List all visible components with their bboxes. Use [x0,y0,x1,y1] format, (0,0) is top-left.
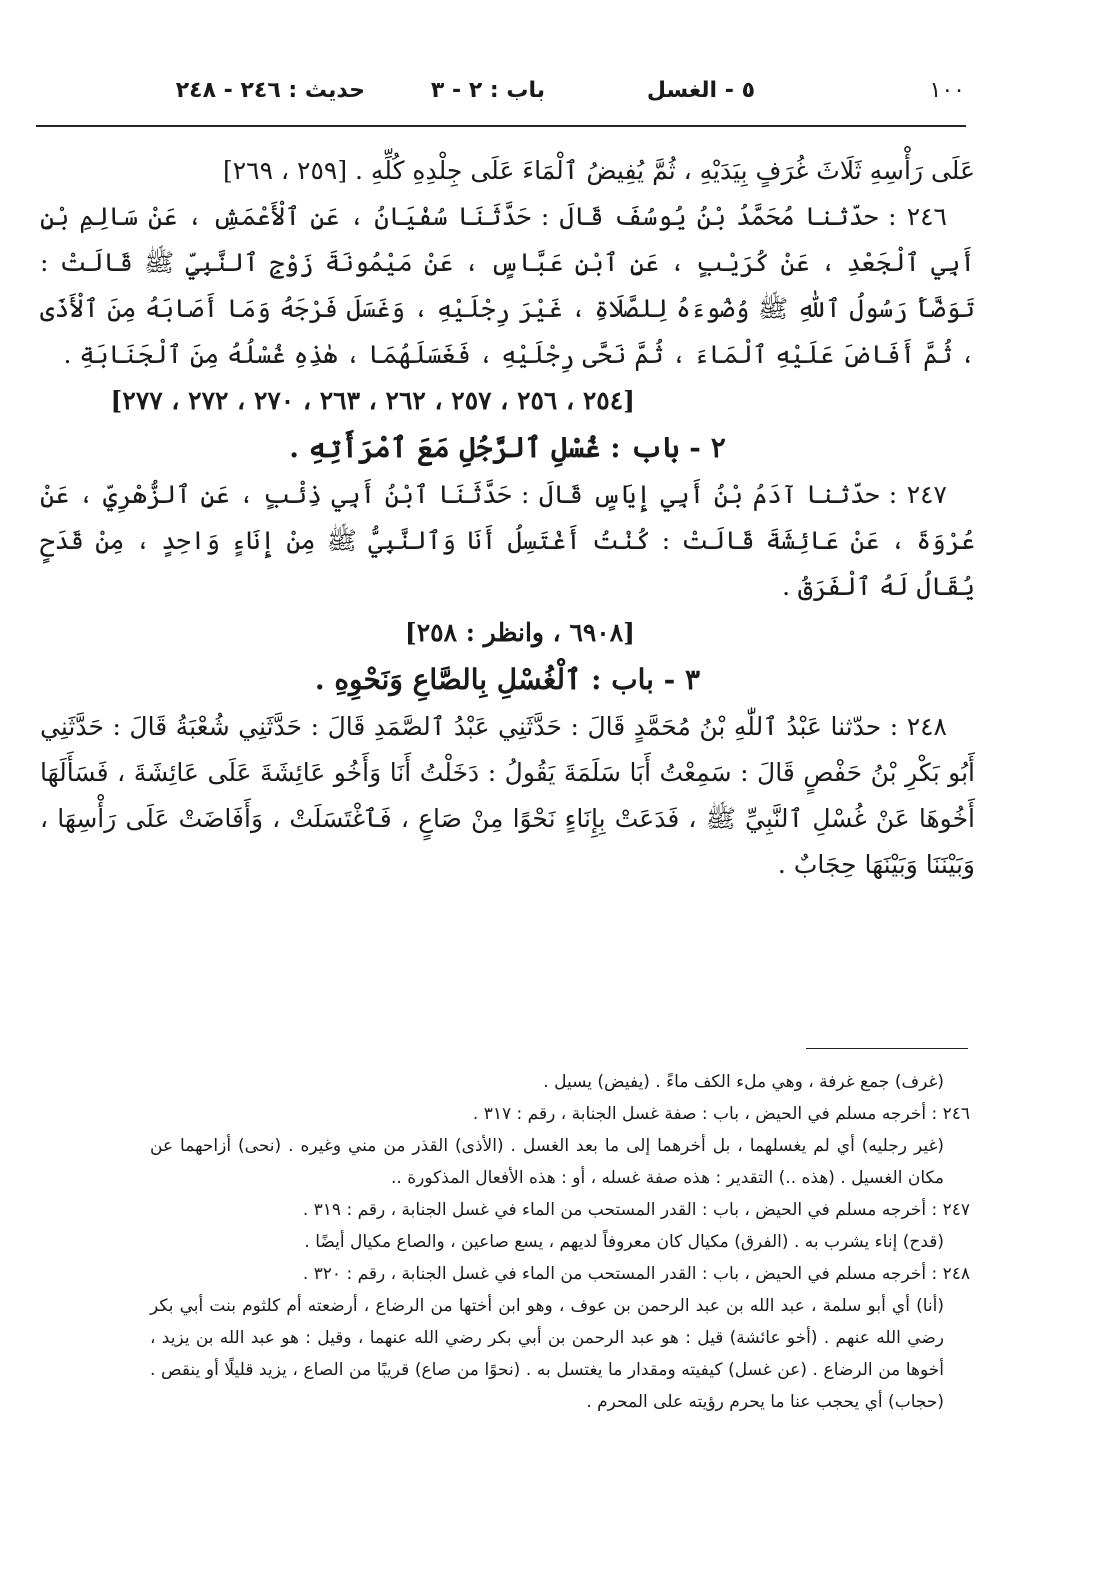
chapter-title: ٥ - الغسل [646,78,755,103]
footnote-246-note: (غير رجليه) أي لم يغسلهما ، بل أخرهما إلى ما بعد الغسل . (الأذى) القذر من مني وغيره . (نحى) أزاحهما عن مكان الغسيل . (هذه ..) التقدير : هذه صفة غسله ، أو : هذه الأفعال المذكورة .. [150,1136,944,1188]
footnote-247-note: (قدح) إناء يشرب به . (الفرق) مكيال كان معروفاً لديهم ، يسع صاعين ، والصاع مكيال أيضًا . [304,1232,944,1252]
cross-reference-246: [٢٥٤ ، ٢٥٦ ، ٢٥٧ ، ٢٦٢ ، ٢٦٣ ، ٢٧٠ ، ٢٧٢ ، ٢٧٧] [110,386,635,415]
continuation-paragraph: عَلَى رَأْسِهِ ثَلَاثَ غُرَفٍ بِيَدَيْهِ ، ثُمَّ يُفِيضُ ٱلْمَاءَ عَلَى جِلْدِهِ كُلِّهِ . [٢٥٩ ، ٢٦٩] [222,156,975,185]
cross-reference-247: [٦٩٠٨ ، وانظر : ٢٥٨] [404,618,635,647]
footnote-rule [806,1048,968,1049]
page-number: ١٠٠ [929,78,965,103]
footnote-248: ٢٤٨ : أخرجه مسلم في الحيض ، باب : القدر المستحب من الماء في غسل الجنابة ، رقم : ٣٢٠ . [302,1264,970,1284]
hadith-range: حديث : ٢٤٦ - ٢٤٨ [175,78,365,103]
footnote-247: ٢٤٧ : أخرجه مسلم في الحيض ، باب : القدر المستحب من الماء في غسل الجنابة ، رقم : ٣١٩ . [302,1200,970,1220]
footnote-246: ٢٤٦ : أخرجه مسلم في الحيض ، باب : صفة غسل الجنابة ، رقم : ٣١٧ . [472,1104,970,1124]
hadith-248: ٢٤٨ : حدّثنا عَبْدُ ٱللّٰهِ بْنُ مُحَمَّدٍ قَالَ : حَدَّثَنِي عَبْدُ ٱلصَّمَدِ قَالَ : حَدَّثَنِي شُعْبَةُ قَالَ : حَدَّثَنِي أَبُو بَكْرِ بْنُ حَفْصٍ قَالَ : سَمِعْتُ أَبَا سَلَمَةَ يَقُولُ : دَخَلْتُ أَنَا وَأَخُو عَائِشَةَ عَلَى عَائِشَةَ ، فَسَأَلَهَا أَخُوهَا عَنْ غُسْلِ ٱلنَّبِيِّ ﷺ ، فَدَعَتْ بِإِنَاءٍ نَحْوًا مِنْ صَاعٍ ، فَٱغْتَسَلَتْ ، وَأَفَاضَتْ عَلَى رَأْسِهَا ، وَبَيْنَنَا وَبَيْنَهَا حِجَابٌ . [40,712,975,879]
hadith-247: ٢٤٧ : حدّثنا آدَمُ بْنُ أَبِي إِيَاسٍ قَالَ : حَدَّثَنَا ٱبْنُ أَبِي ذِئْبٍ ، عَنِ ٱلزُّهْرِيِّ ، عَنْ عُرْوَةَ ، عَنْ عَائِشَةَ قَالَتْ : كُنْتُ أَغْتَسِلُ أَنَا وَٱلنَّبِيُّ ﷺ مِنْ إِنَاءٍ وَاحِدٍ ، مِنْ قَدَحٍ يُقَالُ لَهُ ٱلْفَرَقُ . [40,480,975,601]
bab-range: باب : ٢ - ٣ [430,78,545,103]
footnote-248-note: (أنا) أي أبو سلمة ، عبد الله بن عبد الرحمن بن عوف ، وهو ابن أختها من الرضاع ، أرضعته أم كلثوم بنت أبي بكر رضي الله عنهم . (أخو عائشة) قيل : هو عبد الرحمن بن أبي بكر رضي الله عنهما ، وقيل : هو عبد الله بن يزيد ، أخوها من الرضاع . (عن غسل) كيفيته ومقدار ما يغتسل به . (نحوًا من صاع) قريبًا من الصاع ، يزيد قليلًا أو ينقص . (حجاب) أي يحجب عنا ما يحرم رؤيته على المحرم . [150,1296,944,1412]
bab-3-heading: ٣ - باب : ٱلْغُسْلِ بِالصَّاعِ وَنَحْوِهِ . [314,663,701,696]
header-rule [36,125,966,127]
footnotes [150,1066,970,1418]
footnote-glossary: (غرف) جمع غرفة ، وهي ملء الكف ماءً . (يفيض) يسيل . [543,1072,944,1092]
running-header [150,78,965,118]
main-text [40,148,975,888]
hadith-246: ٢٤٦ : حدّثنا مُحَمَّدُ بْنُ يُوسُفَ قَالَ : حَدَّثَنَا سُفْيَانُ ، عَنِ ٱلْأَعْمَشِ ، عَنْ سَالِمِ بْنِ أَبِي ٱلْجَعْدِ ، عَنْ كُرَيْبٍ ، عَنِ ٱبْنِ عَبَّاسٍ ، عَنْ مَيْمُونَةَ زَوْجِ ٱلنَّبِيِّ ﷺ قَالَتْ : تَوَضَّأَ رَسُولُ ٱللّٰهِ ﷺ وُضُوءَهُ لِلصَّلَاةِ ، غَيْرَ رِجْلَيْهِ ، وَغَسَلَ فَرْجَهُ وَمَا أَصَابَهُ مِنَ ٱلْأَذَى ، ثُمَّ أَفَاضَ عَلَيْهِ ٱلْمَاءَ ، ثُمَّ نَحَّى رِجْلَيْهِ ، فَغَسَلَهُمَا ، هٰذِهِ غُسْلُهُ مِنَ ٱلْجَنَابَةِ . [40,202,975,369]
bab-2-heading: ٢ - باب : غُسْلِ ٱلرَّجُلِ مَعَ ٱمْرَأَتِهِ . [289,431,726,464]
